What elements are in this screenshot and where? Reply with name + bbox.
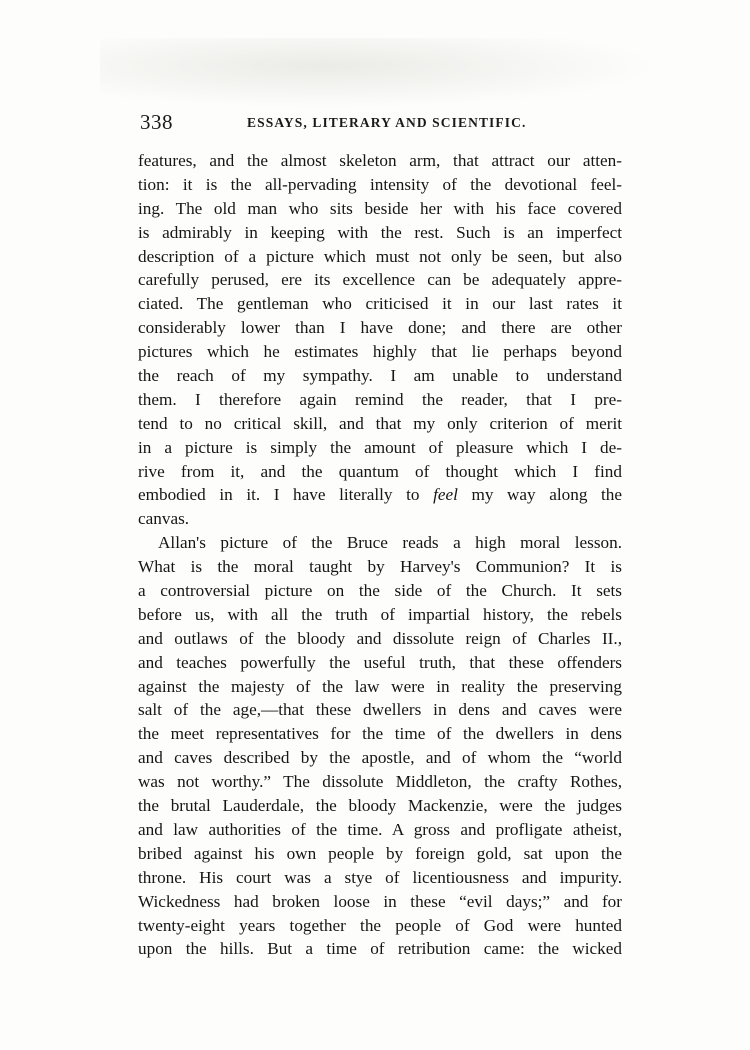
text-line: considerably lower than I have done; and there are other xyxy=(138,318,622,338)
text-line: Allan's picture of the Bruce reads a high moral lesson. xyxy=(158,533,622,553)
text-line: features, and the almost skeleton arm, that attract our atten- xyxy=(138,151,622,170)
text-line: and teaches powerfully the useful truth, that these offenders xyxy=(138,652,622,672)
text-line: throne. His court was a stye of licentiousness and impurity. xyxy=(138,867,622,887)
text-line: description of a picture which must not only be seen, but also xyxy=(138,246,622,266)
text-line: against the majesty of the law were in reality the preserving xyxy=(138,676,622,696)
body-text xyxy=(138,149,622,961)
text-line: and caves described by the apostle, and of whom the “world xyxy=(138,748,622,768)
text-line: is admirably in keeping with the rest. Such is an imperfect xyxy=(138,222,622,242)
text-line: the reach of my sympathy. I am unable to understand xyxy=(138,366,622,386)
text-line: in a picture is simply the amount of pleasure which I de- xyxy=(138,437,622,457)
text-line: What is the moral taught by Harvey's Communion? It is xyxy=(138,557,622,577)
paragraph-1 xyxy=(138,149,622,531)
text-line: rive from it, and the quantum of thought which I find xyxy=(138,461,622,481)
text-line: embodied in it. I have literally to feel my way along the xyxy=(138,485,623,505)
text-line: tend to no critical skill, and that my only criterion of merit xyxy=(138,413,622,433)
text-line: and outlaws of the bloody and dissolute reign of Charles II., xyxy=(138,628,622,648)
text-line: a controversial picture on the side of the Church. It sets xyxy=(138,581,622,601)
text-line: carefully perused, ere its excellence can be adequately appre- xyxy=(138,270,622,290)
text-line: salt of the age,—that these dwellers in dens and caves were xyxy=(138,700,622,720)
text-line: Wickedness had broken loose in these “evil days;” and for xyxy=(138,891,622,911)
text-line: canvas. xyxy=(138,509,190,529)
text-line: pictures which he estimates highly that lie perhaps beyond xyxy=(138,342,622,362)
page-number: 338 xyxy=(140,110,173,134)
text-line: them. I therefore again remind the reader, that I pre- xyxy=(138,389,622,409)
paper-stain xyxy=(100,38,660,108)
running-title: ESSAYS, LITERARY AND SCIENTIFIC. xyxy=(247,115,527,130)
emphasis-text: feel xyxy=(433,485,458,505)
page-header xyxy=(140,110,630,136)
text-line: upon the hills. But a time of retribution came: the wicked xyxy=(138,939,622,959)
text-line: ing. The old man who sits beside her with his face covered xyxy=(138,198,622,218)
text-line: before us, with all the truth of impartial history, the rebels xyxy=(138,604,622,624)
text-line: the meet representatives for the time of the dwellers in dens xyxy=(138,724,622,744)
text-line: tion: it is the all-pervading intensity of the devotional feel- xyxy=(138,174,622,194)
text-line: and law authorities of the time. A gross and profligate atheist, xyxy=(138,819,622,839)
text-line: ciated. The gentleman who criticised it in our last rates it xyxy=(138,294,622,314)
text-line: twenty-eight years together the people of God were hunted xyxy=(138,915,622,935)
text-line: bribed against his own people by foreign gold, sat upon the xyxy=(138,843,622,863)
text-line: was not worthy.” The dissolute Middleton, the crafty Rothes, xyxy=(138,772,622,792)
paragraph-2 xyxy=(138,531,622,961)
text-line: the brutal Lauderdale, the bloody Mackenzie, were the judges xyxy=(138,796,622,816)
